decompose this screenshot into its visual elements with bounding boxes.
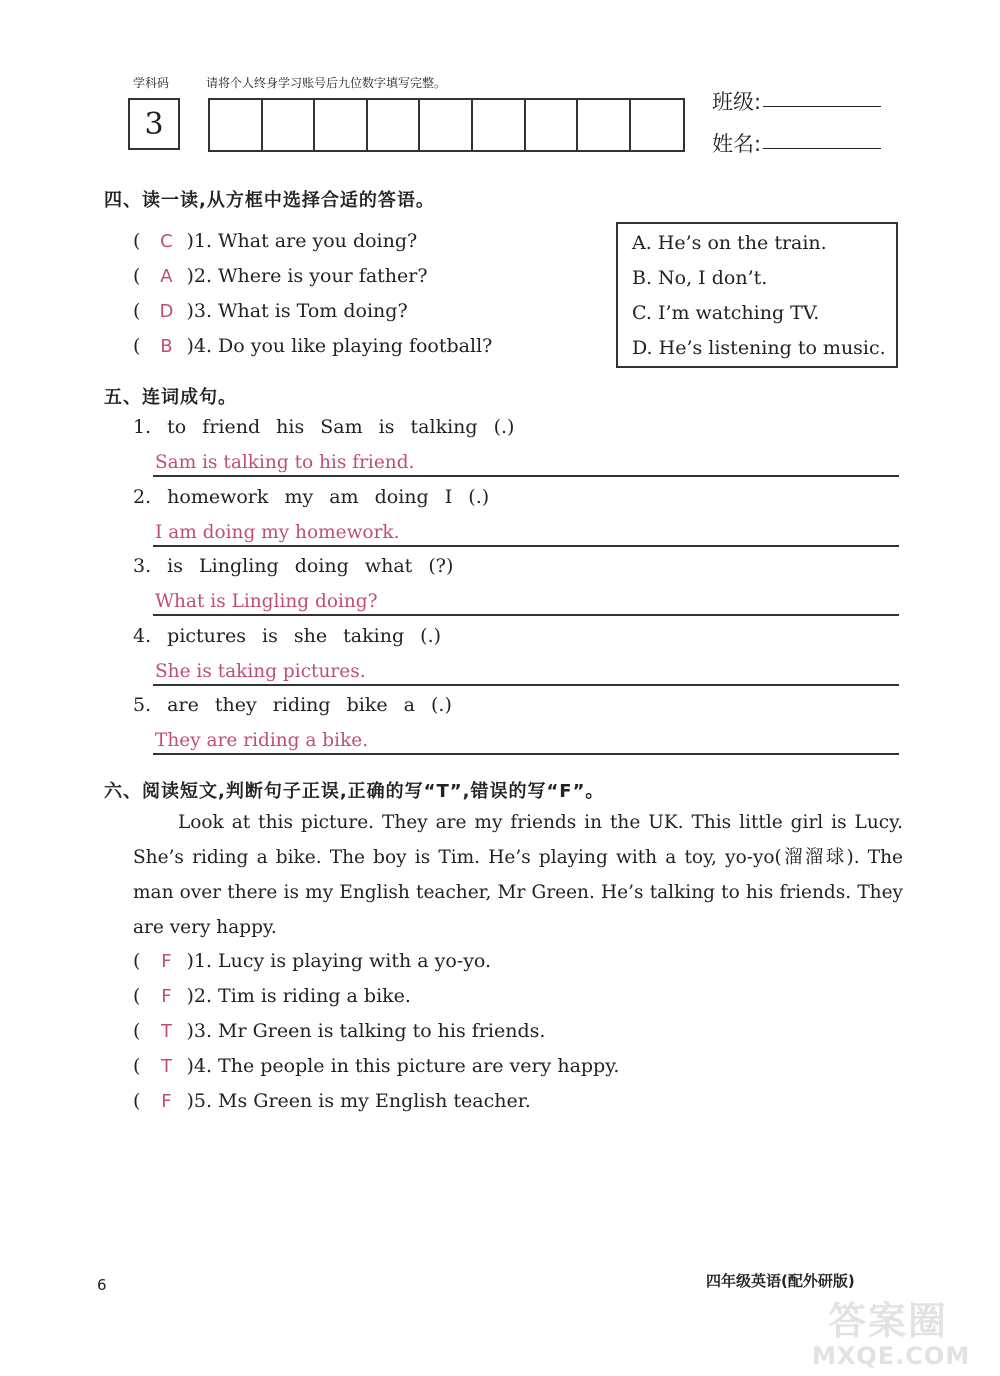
section-6-title: 六、阅读短文,判断句子正误,正确的写“T”,错误的写“F”。 xyxy=(104,781,605,802)
s5-answer-2[interactable]: I am doing my homework. xyxy=(155,522,400,543)
s4-question-text: )3. What is Tom doing? xyxy=(186,300,408,322)
s4-question-text: )2. Where is your father? xyxy=(186,265,428,287)
s4-answer[interactable]: C xyxy=(160,231,173,252)
s6-statement-text: )2. Tim is riding a bike. xyxy=(186,985,411,1007)
digit-cell[interactable] xyxy=(631,100,684,150)
s5-words-3: 3. is Lingling doing what (?) xyxy=(133,555,454,577)
s5-answer-5[interactable]: They are riding a bike. xyxy=(155,730,369,751)
options-box xyxy=(616,222,898,368)
book-title: 四年级英语(配外研版) xyxy=(706,1272,855,1290)
s4-question-1: ( C )1. What are you doing? xyxy=(133,230,418,252)
s6-statement-2: ( F )2. Tim is riding a bike. xyxy=(133,985,411,1007)
digit-cell[interactable] xyxy=(210,100,263,150)
s6-answer[interactable]: F xyxy=(161,1091,172,1112)
s5-answer-4[interactable]: She is taking pictures. xyxy=(155,661,366,682)
s6-answer[interactable]: F xyxy=(161,951,172,972)
s5-words-1: 1. to friend his Sam is talking (.) xyxy=(133,416,515,438)
watermark-url: MXQE.COM xyxy=(812,1342,971,1370)
s6-statement-text: )4. The people in this picture are very happy. xyxy=(186,1055,620,1077)
answer-line xyxy=(153,545,899,547)
s6-statement-text: )1. Lucy is playing with a yo-yo. xyxy=(186,950,492,972)
digit-cell[interactable] xyxy=(420,100,473,150)
s5-answer-3[interactable]: What is Lingling doing? xyxy=(155,591,378,612)
option-c: C. I’m watching TV. xyxy=(632,302,820,324)
subject-code: 3 xyxy=(144,106,164,142)
s6-statement-4: ( T )4. The people in this picture are very happy. xyxy=(133,1055,620,1077)
digit-cell[interactable] xyxy=(578,100,631,150)
answer-line xyxy=(153,614,899,616)
answer-line xyxy=(153,475,899,477)
section-5-title: 五、连词成句。 xyxy=(104,387,237,408)
subject-code-label: 学科码 xyxy=(133,76,170,90)
s6-answer[interactable]: T xyxy=(160,1021,172,1042)
class-field[interactable] xyxy=(763,105,881,107)
section-4-title: 四、读一读,从方框中选择合适的答语。 xyxy=(104,190,435,211)
s5-answer-1[interactable]: Sam is talking to his friend. xyxy=(155,452,415,473)
page-number: 6 xyxy=(97,1276,107,1294)
s6-statement-text: )3. Mr Green is talking to his friends. xyxy=(186,1020,546,1042)
name-field[interactable] xyxy=(763,147,881,149)
option-b: B. No, I don’t. xyxy=(632,267,768,289)
digit-cell[interactable] xyxy=(526,100,579,150)
s5-words-2: 2. homework my am doing I (.) xyxy=(133,486,490,508)
s4-answer[interactable]: B xyxy=(160,336,173,357)
name-label: 姓名: xyxy=(712,132,762,156)
account-digit-boxes[interactable] xyxy=(208,98,685,152)
answer-line xyxy=(153,753,899,755)
answer-line xyxy=(153,684,899,686)
digit-cell[interactable] xyxy=(263,100,316,150)
s5-words-4: 4. pictures is she taking (.) xyxy=(133,625,442,647)
s6-statement-5: ( F )5. Ms Green is my English teacher. xyxy=(133,1090,531,1112)
digit-cell[interactable] xyxy=(368,100,421,150)
watermark-logo: 答案圈 xyxy=(828,1299,949,1343)
s4-question-2: ( A )2. Where is your father? xyxy=(133,265,428,287)
s5-words-5: 5. are they riding bike a (.) xyxy=(133,694,452,716)
option-d: D. He’s listening to music. xyxy=(632,337,886,359)
digit-cell[interactable] xyxy=(473,100,526,150)
digit-cell[interactable] xyxy=(315,100,368,150)
option-a: A. He’s on the train. xyxy=(632,232,827,254)
reading-passage: Look at this picture. They are my friends in the UK. This little girl is Lucy. She’s riding a bike. The boy is Tim. He’s playing with a toy, yo-yo(溜溜球). The man over there is my English teacher, Mr Green. He’s talking to his friends. They are very happy. xyxy=(133,812,903,938)
account-instruction: 请将个人终身学习账号后九位数字填写完整。 xyxy=(206,76,447,90)
s6-statement-3: ( T )3. Mr Green is talking to his friends. xyxy=(133,1020,546,1042)
s6-answer[interactable]: T xyxy=(160,1056,172,1077)
subject-code-box xyxy=(128,98,180,150)
s4-question-3: ( D )3. What is Tom doing? xyxy=(133,300,408,322)
s4-question-text: )1. What are you doing? xyxy=(186,230,418,252)
s6-statement-1: ( F )1. Lucy is playing with a yo-yo. xyxy=(133,950,492,972)
s4-answer[interactable]: D xyxy=(159,301,174,322)
s4-question-4: ( B )4. Do you like playing football? xyxy=(133,335,493,357)
s4-answer[interactable]: A xyxy=(160,266,173,287)
s4-question-text: )4. Do you like playing football? xyxy=(186,335,493,357)
s6-answer[interactable]: F xyxy=(161,986,172,1007)
class-label: 班级: xyxy=(712,90,762,114)
s6-statement-text: )5. Ms Green is my English teacher. xyxy=(186,1090,531,1112)
